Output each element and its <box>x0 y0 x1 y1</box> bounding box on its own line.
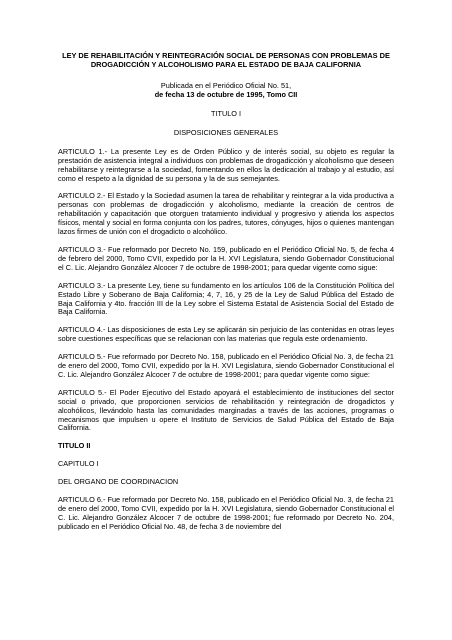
publication-date: de fecha 13 de octubre de 1995, Tomo CII <box>154 90 298 100</box>
article-5-reform-note: ARTICULO 5.- Fue reformado por Decreto No. 158, publicado en el Periódico Oficial No. 3, de fecha 21 de enero del 2000, Tomo CVII, expedido por la H. XVI Legislatura, siendo Gobernador Constitucional el C. Lic. Alejandro González Alcocer 7 de octubre de 1998-2001; para quedar vigente como sigue: <box>58 352 394 379</box>
publication-line: Publicada en el Periódico Oficial No. 51, <box>160 81 292 91</box>
capitulo-1-heading: CAPITULO I <box>58 459 99 469</box>
article-1: ARTICULO 1.- La presente Ley es de Orden Público y de interés social, su objeto es regular la prestación de asistencia integral a individuos con problemas de drogadicción y alcoholismo que deseen rehabilitarse y reintegrarse a la sociedad, fomentando en ellos la dedicación al trabajo y al estudio, así como el respeto a la dignidad de su persona y la de sus semejantes. <box>58 146 394 183</box>
document-title: LEY DE REHABILITACIÓN Y REINTEGRACIÓN SOCIAL DE PERSONAS CON PROBLEMAS DE DROGADICCIÓN Y ALCOHOLISMO PARA EL ESTADO DE BAJA CALIFORNIA <box>62 51 390 69</box>
titulo-1-heading: TITULO I <box>211 109 241 118</box>
article-3-reform-note: ARTICULO 3.- Fue reformado por Decreto No. 159, publicado en el Periódico Oficial No. 5, de fecha 4 de febrero del 2000, Tomo CVII, expedido por la H. XVI Legislatura, siendo Gobernador Constitucional el C. Lic. Alejandro González Alcocer 7 de octubre de 1998-2001; para quedar vigente como sigue: <box>58 244 394 272</box>
titulo-2-heading: TITULO II <box>58 441 91 451</box>
article-3: ARTICULO 3.- La presente Ley, tiene su fundamento en los artículos 106 de la Constitución Política del Estado Libre y Soberano de Baja California; 4, 7, 16, y 25 de la Ley de Salud Pública del Estado de Baja California y 4to. fracción III de la Ley sobre el Sistema Estatal de Asistencia Social del Estado de Baja California. <box>58 280 394 317</box>
section-general-provisions: DISPOSICIONES GENERALES <box>173 127 279 137</box>
article-4: ARTICULO 4.- Las disposiciones de esta Ley se aplicarán sin perjuicio de las contenidas en otras leyes sobre cuestiones específicas que se relacionan con las materias que regula este ordenamiento. <box>58 325 394 344</box>
section-coordination-body: DEL ORGANO DE COORDINACION <box>58 477 179 487</box>
article-5: ARTICULO 5.- El Poder Ejecutivo del Estado apoyará el establecimiento de instituciones del sector social o privado, que proporcionen servicios de rehabilitación y reintegración de drogadictos y alcohólicos, llevándolo hasta las comunidades marginadas a través de las acciones, programas o mecanismos que impulsen u opere el Instituto de Servicios de Salud Pública del Estado de Baja California. <box>58 387 394 433</box>
article-6-reform-note: ARTICULO 6.- Fue reformado por Decreto No. 158, publicado en el Periódico Oficial No. 3, de fecha 21 de enero del 2000, Tomo CVII, expedido por la H. XVI Legislatura, siendo Gobernador Constitucional el C. Lic. Alejandro González Alcocer 7 de octubre de 1998-2001; fue reformado por Decreto No. 204, publicado en el Periódico Oficial No. 48, de fecha 3 de noviembre del <box>58 495 394 531</box>
article-2: ARTICULO 2.- El Estado y la Sociedad asumen la tarea de rehabilitar y reintegrar a la vida productiva a personas con problemas de drogadicción y alcoholismo, mediante la creación de centros de rehabilitación y capacitación que otorguen tratamiento individual y progresivo y atienda los aspectos físicos, mental y social en forma conjunta con los padres, tutores, cónyuges, hijos o quienes mantengan lazos firmes de unión con el drogadicto o alcohólico. <box>58 191 394 237</box>
